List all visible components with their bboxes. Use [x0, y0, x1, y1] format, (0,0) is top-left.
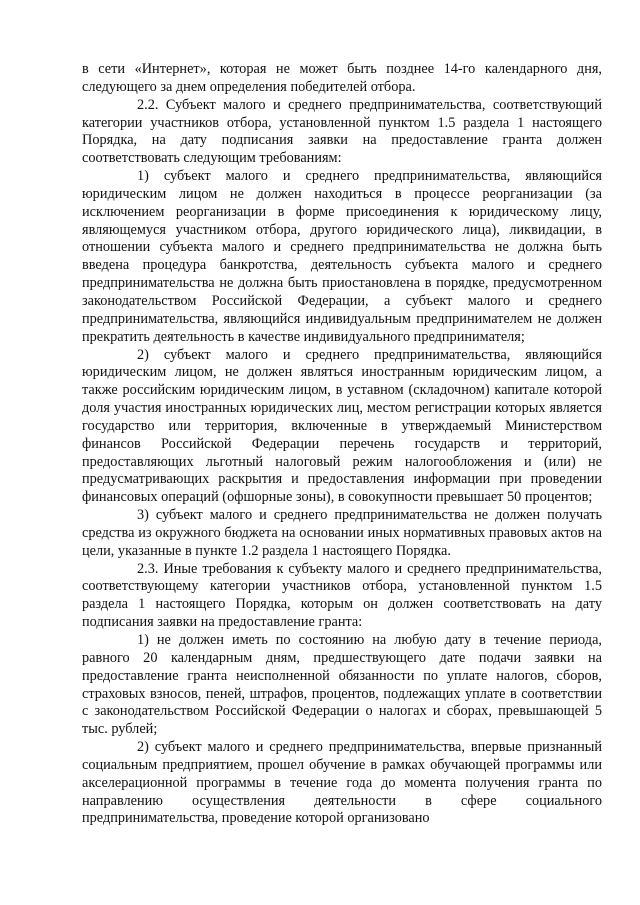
- paragraph-2-2-item-2: 2) субъект малого и среднего предпринимательства, являющийся юридическим лицом, не должен являться иностранным юридическим лицом, а также российским юридическим лицом, в уставном (складочном) капитале которой доля участия иностранных юридических лиц, местом регистрации которых является государство или территория, включенные в утверждаемый Министерством финансов Российской Федерации перечень государств и территорий, предоставляющих льготный налоговый режим налогообложения и (или) не предусматривающих раскрытия и предоставления информации при проведении финансовых операций (офшорные зоны), в совокупности превышает 50 процентов;: [82, 346, 602, 506]
- paragraph-continuation: в сети «Интернет», которая не может быть позднее 14-го календарного дня, следующего за днем определения победителей отбора.: [82, 61, 602, 95]
- paragraph-2-3: 2.3. Иные требования к субъекту малого и среднего предпринимательства, соответствующему категории участников отбора, установленной пунктом 1.5 раздела 1 настоящего Порядка, которым он должен соответствовать на дату подписания заявки на предоставление гранта:: [82, 560, 602, 631]
- document-page: [82, 61, 602, 828]
- paragraph-2-2-item-3: 3) субъект малого и среднего предпринимательства не должен получать средства из окружного бюджета на основании иных нормативных правовых актов на цели, указанные в пункте 1.2 раздела 1 настоящего Порядка.: [82, 507, 602, 559]
- paragraph-2-2-item-1: 1) субъект малого и среднего предпринимательства, являющийся юридическим лицом не должен находиться в процессе реорганизации (за исключением реорганизации в форме присоединения к юридическому лицу, являющемуся участником отбора, другого юридического лица), ликвидации, в отношении субъекта малого и среднего предпринимательства не должна быть введена процедура банкротства, деятельность субъекта малого и среднего предпринимательства не должна быть приостановлена в порядке, предусмотренном законодательством Российской Федерации, а субъект малого и среднего предпринимательства, являющийся индивидуальным предпринимателем не должен прекратить деятельность в качестве индивидуального предпринимателя;: [82, 168, 602, 345]
- paragraph-2-3-item-2: 2) субъект малого и среднего предпринимательства, впервые признанный социальным предприятием, прошел обучение в рамках обучающей программы или акселерационной программы в течение года до момента получения гранта по направлению осуществления деятельности в сфере социального предпринимательства, проведение которой организовано: [82, 739, 602, 827]
- paragraph-2-2: 2.2. Субъект малого и среднего предпринимательства, соответствующий категории участников отбора, установленной пунктом 1.5 раздела 1 настоящего Порядка, на дату подписания заявки на предоставление гранта должен соответствовать следующим требованиям:: [82, 96, 602, 167]
- paragraph-2-3-item-1: 1) не должен иметь по состоянию на любую дату в течение периода, равного 20 календарным дням, предшествующего дате подачи заявки на предоставление гранта неисполненной обязанности по уплате налогов, сборов, страховых взносов, пеней, штрафов, процентов, подлежащих уплате в соответствии с законодательством Российской Федерации о налогах и сборах, превышающей 5 тыс. рублей;: [82, 632, 602, 738]
